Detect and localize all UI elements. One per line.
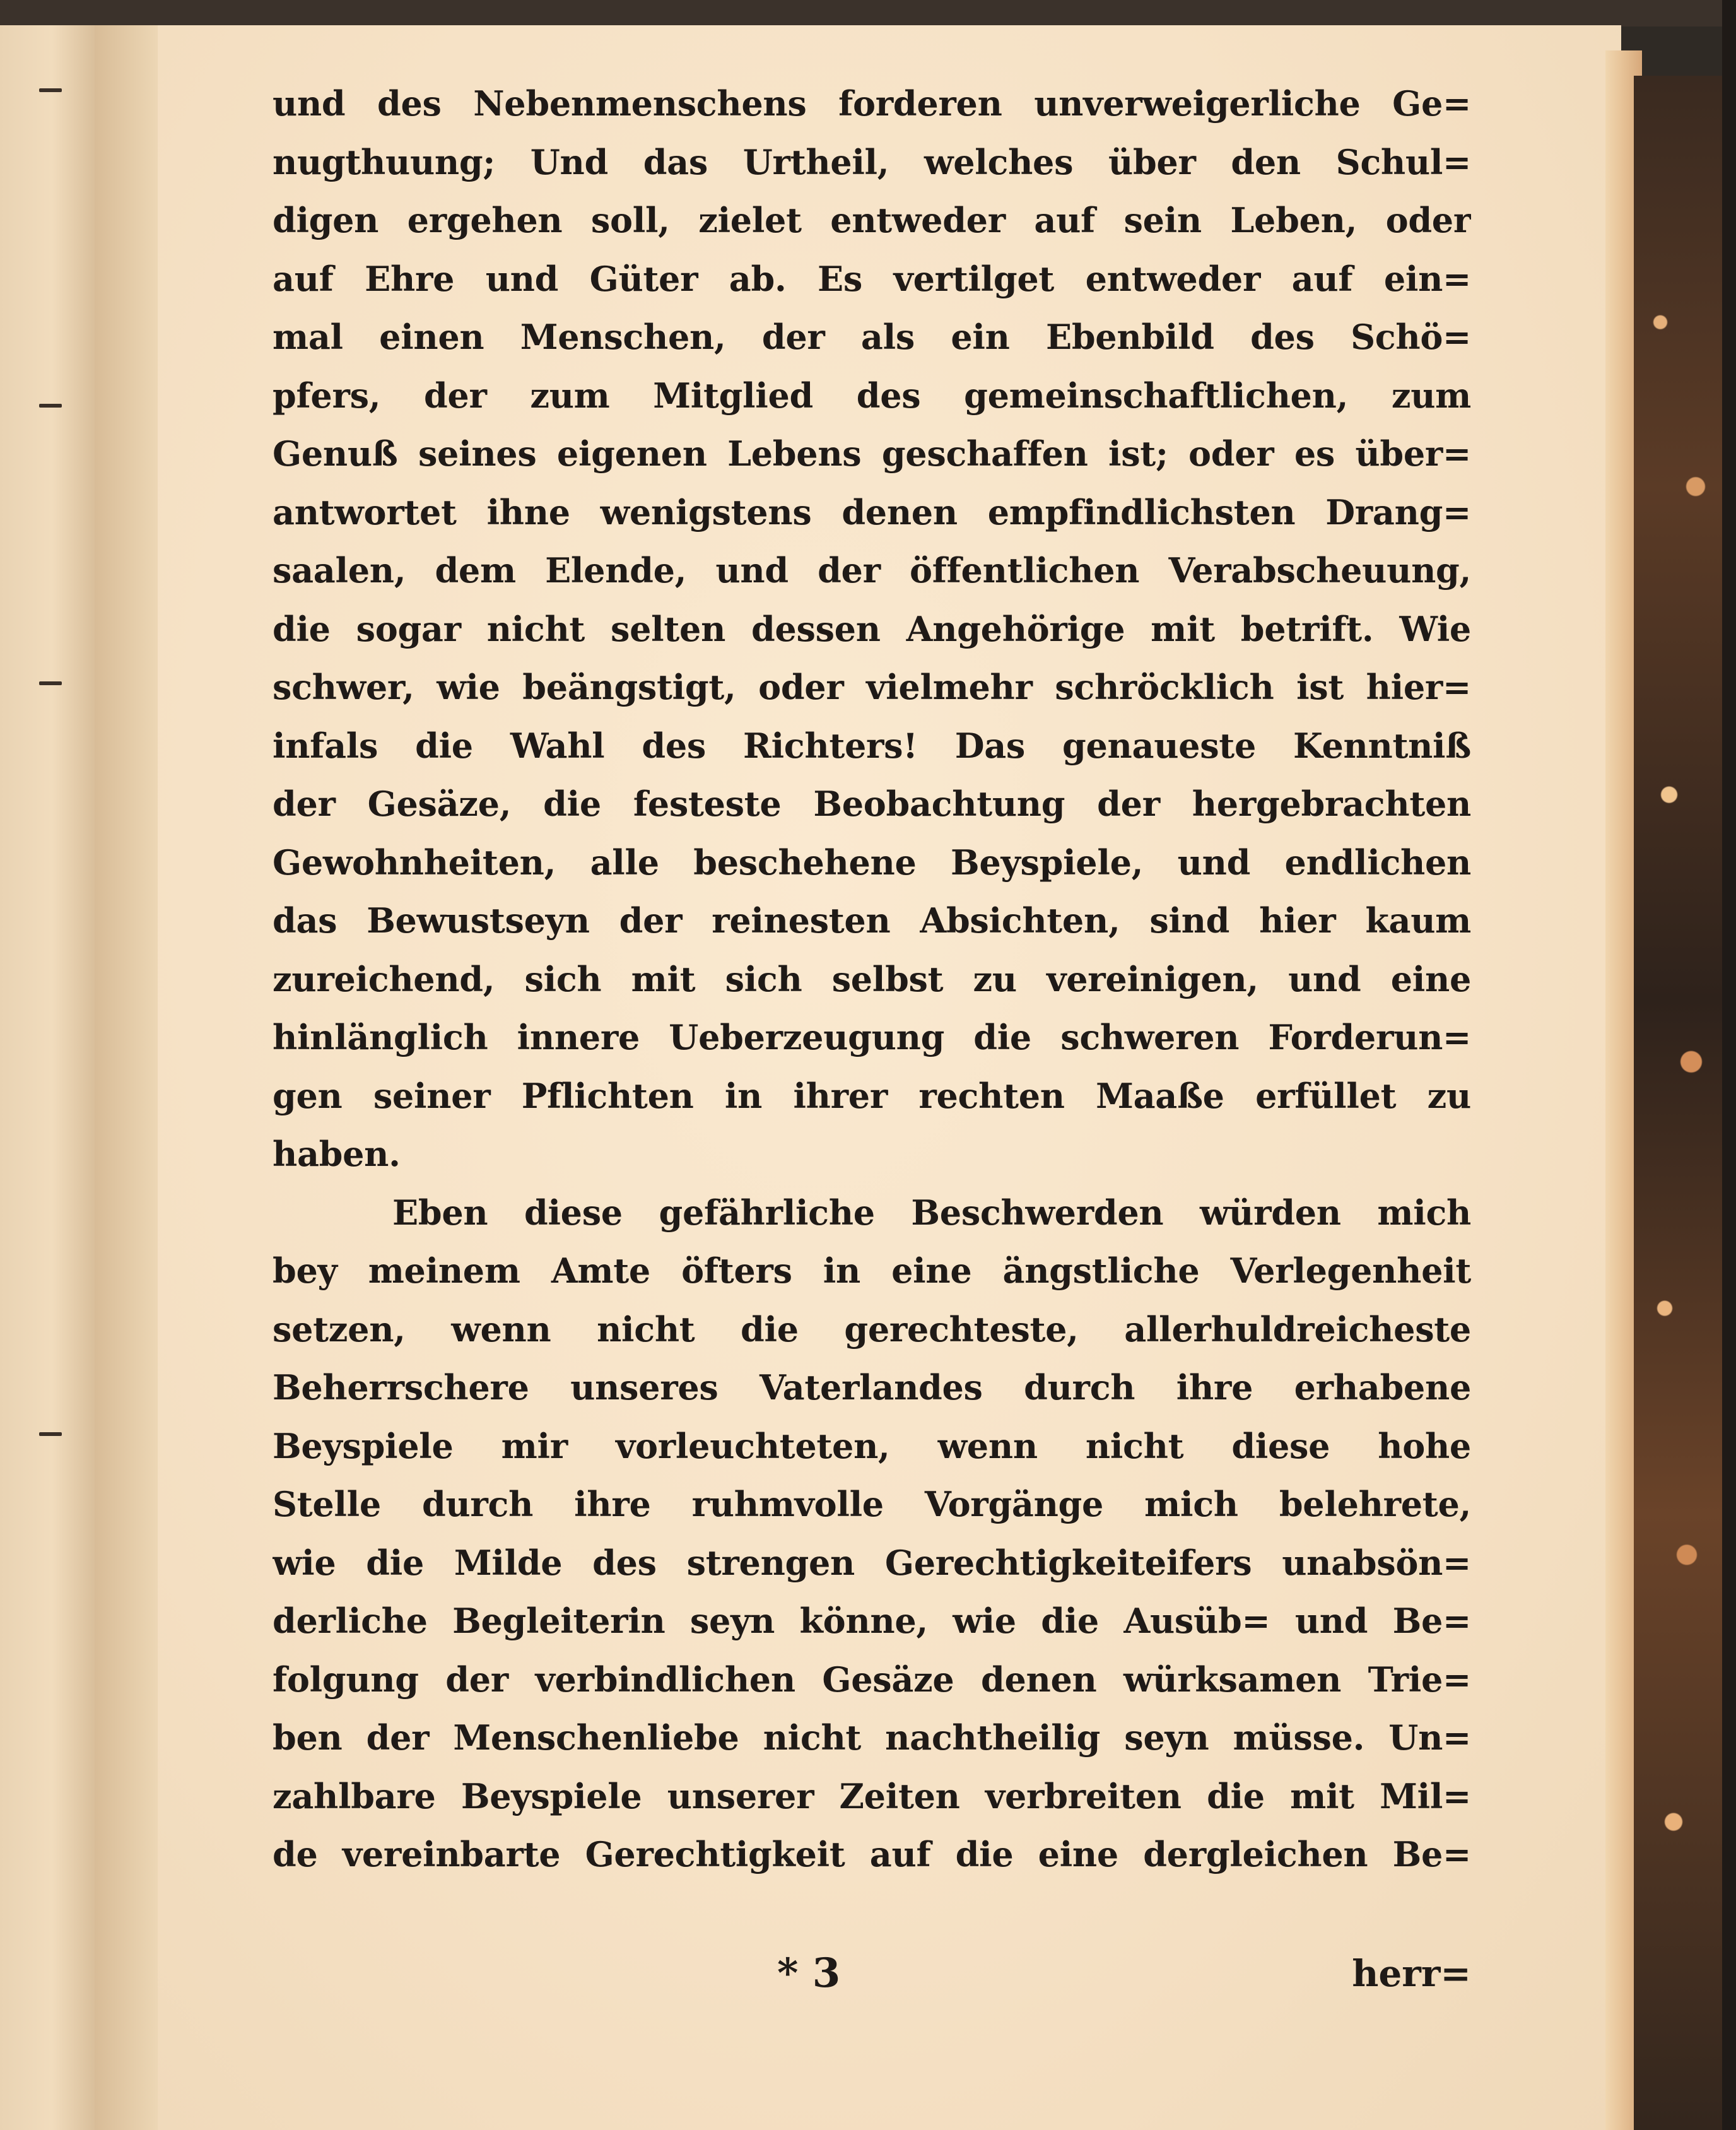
text-line: das Bewustseyn der reinesten Absichten, sind hier kaum [273,900,1471,941]
signature-mark: * 3 [777,1950,841,1997]
text-line: der Gesäze, die festeste Beobachtung der hergebrachten [273,784,1471,824]
text-line: zahlbare Beyspiele unserer Zeiten verbreiten die mit Mil= [273,1775,1471,1816]
text-line: setzen, wenn nicht die gerechteste, allerhuldreicheste [273,1309,1471,1350]
catchword: herr= [1352,1952,1471,1995]
text-line: folgung der verbindlichen Gesäze denen würksamen Trie= [273,1659,1471,1700]
text-line: auf Ehre und Güter ab. Es vertilget entweder auf ein= [273,258,1471,299]
text-line: infals die Wahl des Richters! Das genaueste Kenntniß [273,725,1471,766]
text-line: wie die Milde des strengen Gerechtigkeiteifers unabsön= [273,1542,1471,1583]
text-line: Stelle durch ihre ruhmvolle Vorgänge mich belehrete, [273,1484,1471,1524]
text-line: Genuß seines eigenen Lebens geschaffen ist; oder es über= [273,433,1471,474]
body-text [273,74,1471,1884]
text-line: pfers, der zum Mitglied des gemeinschaftlichen, zum [273,375,1471,416]
text-line: gen seiner Pflichten in ihrer rechten Maaße erfüllet zu [273,1075,1471,1116]
marbled-cover-board [1634,76,1722,2130]
text-line: bey meinem Amte öfters in eine ängstliche Verlegenheit [273,1250,1471,1291]
gutter-mark [39,681,62,685]
gutter-mark [39,404,62,408]
text-line: die sogar nicht selten dessen Angehörige mit betrift. Wie [273,608,1471,649]
text-line-paragraph-start: Eben diese gefährliche Beschwerden würden mich [392,1192,1471,1233]
text-line: antwortet ihne wenigstens denen empfindlichsten Drang= [273,491,1471,532]
text-line: hinlänglich innere Ueberzeugung die schweren Forderun= [273,1017,1471,1057]
text-line: saalen, dem Elende, und der öffentlichen Verabscheuung, [273,550,1471,591]
text-line: schwer, wie beängstigt, oder vielmehr schröcklich ist hier= [273,667,1471,707]
text-line: digen ergehen soll, zielet entweder auf sein Leben, oder [273,200,1471,240]
gutter-mark [39,1432,62,1436]
text-line: Beherrschere unseres Vaterlandes durch ihre erhabene [273,1367,1471,1408]
text-line: und des Nebenmenschens forderen unverweigerliche Ge= [273,83,1471,124]
text-line: nugthuung; Und das Urtheil, welches über den Schul= [273,141,1471,182]
text-line: Beyspiele mir vorleuchteten, wenn nicht diese hohe [273,1425,1471,1466]
text-line: de vereinbarte Gerechtigkeit auf die eine dergleichen Be= [273,1834,1471,1874]
text-line: ben der Menschenliebe nicht nachtheilig seyn müsse. Un= [273,1717,1471,1758]
scan-background-right [1722,0,1736,2130]
text-line: Gewohnheiten, alle beschehene Beyspiele, und endlichen [273,842,1471,883]
previous-page-edge [0,25,95,2130]
text-line: zureichend, sich mit sich selbst zu vereinigen, und eine [273,958,1471,999]
page-footer [273,1942,1471,2005]
text-line: derliche Begleiterin seyn könne, wie die Ausüb= und Be= [273,1601,1471,1641]
text-line-paragraph-end: haben. [273,1134,401,1174]
gutter-mark [39,88,62,92]
text-line: mal einen Menschen, der als ein Ebenbild des Schö= [273,317,1471,357]
scan-background-top [0,0,1736,26]
